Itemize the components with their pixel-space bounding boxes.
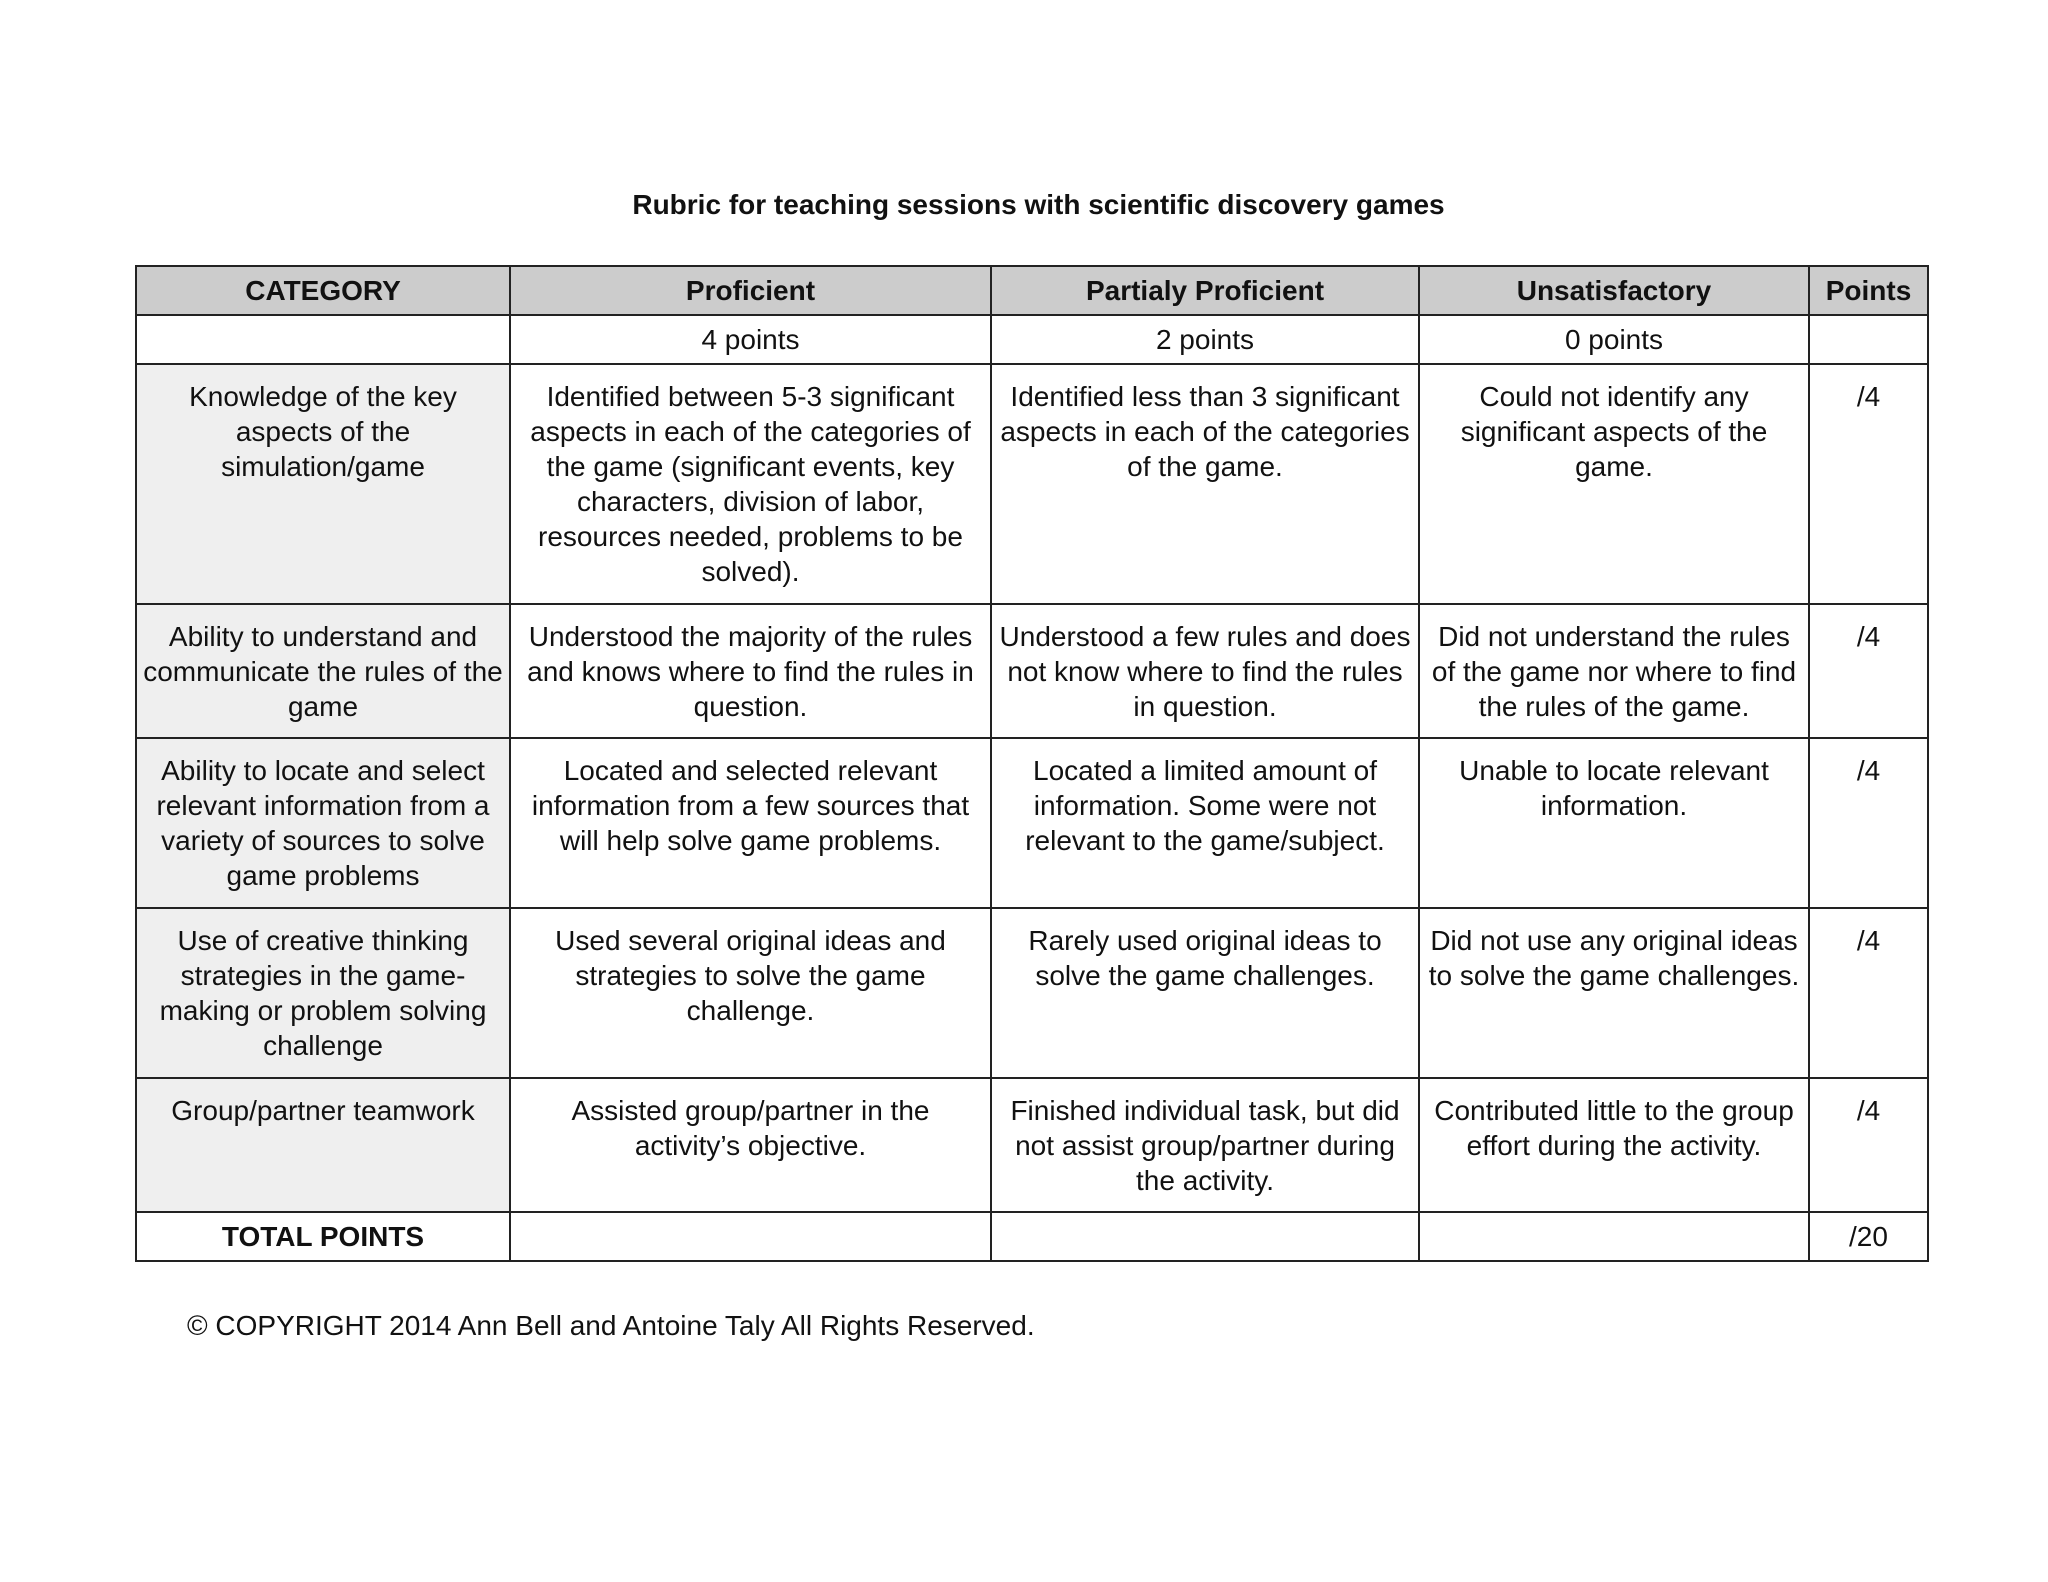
row-partial: Understood a few rules and does not know where to find the rules in question. <box>991 604 1419 738</box>
row-proficient: Assisted group/partner in the activity’s objective. <box>510 1078 991 1212</box>
row-partial: Rarely used original ideas to solve the game challenges. <box>991 908 1419 1078</box>
row-points: /4 <box>1809 1078 1928 1212</box>
header-partially-proficient: Partialy Proficient <box>991 266 1419 315</box>
total-empty-cell <box>1419 1212 1809 1261</box>
total-empty-cell <box>510 1212 991 1261</box>
page-title: Rubric for teaching sessions with scientific discovery games <box>632 189 1445 220</box>
table-row <box>136 908 1928 1078</box>
points-scale-unsatisfactory: 0 points <box>1419 315 1809 364</box>
points-scale-partial: 2 points <box>991 315 1419 364</box>
total-empty-cell <box>991 1212 1419 1261</box>
row-category: Group/partner teamwork <box>136 1078 510 1212</box>
row-partial: Located a limited amount of information. Some were not relevant to the game/subject. <box>991 738 1419 908</box>
row-proficient: Located and selected relevant information from a few sources that will help solve game problems. <box>510 738 991 908</box>
points-scale-category <box>136 315 510 364</box>
points-scale-row <box>136 315 1928 364</box>
table-row <box>136 364 1928 604</box>
total-points-label: TOTAL POINTS <box>136 1212 510 1261</box>
row-category: Knowledge of the key aspects of the simulation/game <box>136 364 510 604</box>
header-row <box>136 266 1928 315</box>
row-points: /4 <box>1809 908 1928 1078</box>
header-points: Points <box>1809 266 1928 315</box>
row-unsatisfactory: Did not understand the rules of the game nor where to find the rules of the game. <box>1419 604 1809 738</box>
header-unsatisfactory: Unsatisfactory <box>1419 266 1809 315</box>
row-category: Use of creative thinking strategies in the game-making or problem solving challenge <box>136 908 510 1078</box>
copyright-notice: © COPYRIGHT 2014 Ann Bell and Antoine Taly All Rights Reserved. <box>187 1310 1035 1341</box>
table-row <box>136 604 1928 738</box>
points-scale-points <box>1809 315 1928 364</box>
row-points: /4 <box>1809 604 1928 738</box>
row-unsatisfactory: Contributed little to the group effort during the activity. <box>1419 1078 1809 1212</box>
total-points-value: /20 <box>1809 1212 1928 1261</box>
header-category: CATEGORY <box>136 266 510 315</box>
table-row <box>136 1078 1928 1212</box>
row-category: Ability to understand and communicate the rules of the game <box>136 604 510 738</box>
row-proficient: Understood the majority of the rules and knows where to find the rules in question. <box>510 604 991 738</box>
row-unsatisfactory: Unable to locate relevant information. <box>1419 738 1809 908</box>
row-category: Ability to locate and select relevant information from a variety of sources to solve game problems <box>136 738 510 908</box>
table-row <box>136 738 1928 908</box>
row-unsatisfactory: Did not use any original ideas to solve the game challenges. <box>1419 908 1809 1078</box>
row-proficient: Used several original ideas and strategies to solve the game challenge. <box>510 908 991 1078</box>
rubric-table <box>135 265 1929 1262</box>
header-proficient: Proficient <box>510 266 991 315</box>
total-points-row <box>136 1212 1928 1261</box>
row-partial: Finished individual task, but did not assist group/partner during the activity. <box>991 1078 1419 1212</box>
row-unsatisfactory: Could not identify any significant aspects of the game. <box>1419 364 1809 604</box>
row-partial: Identified less than 3 significant aspects in each of the categories of the game. <box>991 364 1419 604</box>
points-scale-proficient: 4 points <box>510 315 991 364</box>
row-points: /4 <box>1809 364 1928 604</box>
row-proficient: Identified between 5-3 significant aspects in each of the categories of the game (significant events, key characters, division of labor, resources needed, problems to be solved). <box>510 364 991 604</box>
row-points: /4 <box>1809 738 1928 908</box>
